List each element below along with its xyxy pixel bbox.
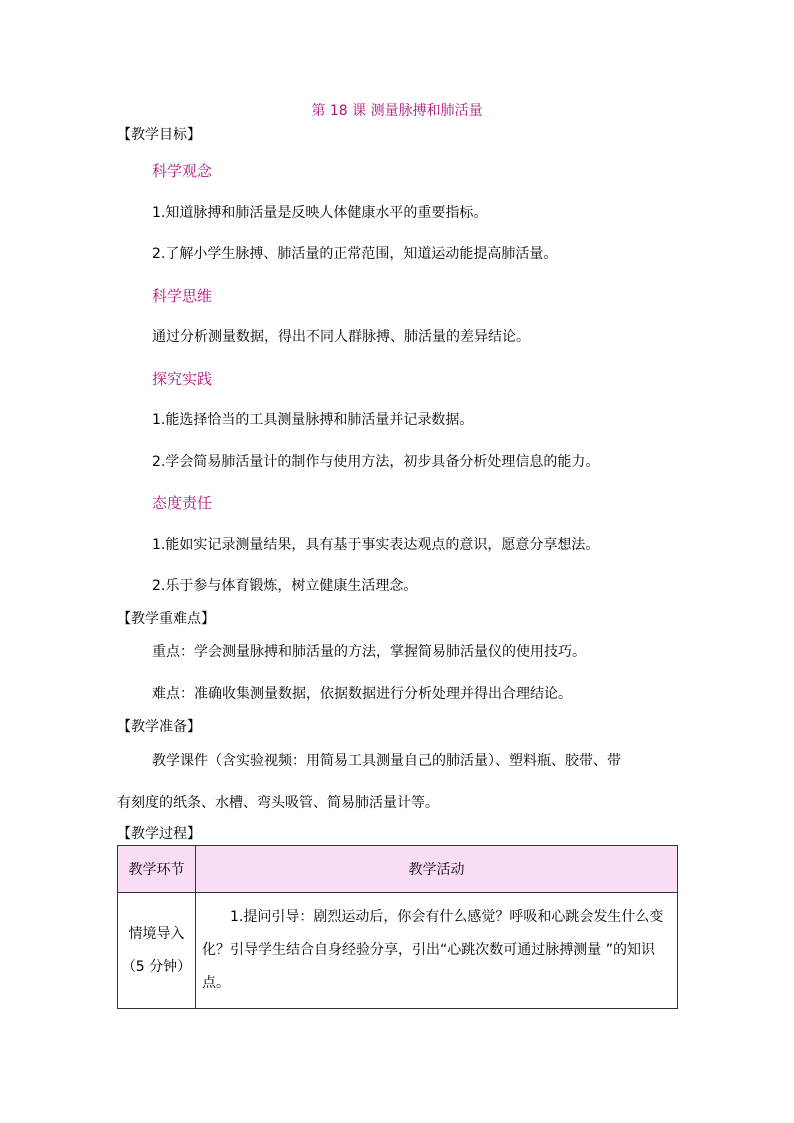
header-stage: 教学环节 <box>118 846 196 893</box>
preparation-line-1: 教学课件（含实验视频：用简易工具测量自己的肺活量）、塑料瓶、胶带、带 <box>152 753 621 769</box>
header-activity: 教学活动 <box>196 846 678 893</box>
inquiry-practice-item-1: 1.能选择恰当的工具测量脉搏和肺活量并记录数据。 <box>152 412 474 428</box>
process-heading: 【教学过程】 <box>117 826 201 842</box>
objectives-heading: 【教学目标】 <box>117 127 201 143</box>
science-thinking-item-1: 通过分析测量数据，得出不同人群脉搏、肺活量的差异结论。 <box>152 329 530 345</box>
key-point-focus: 重点：学会测量脉搏和肺活量的方法，掌握简易肺活量仪的使用技巧。 <box>152 644 586 660</box>
preparation-heading: 【教学准备】 <box>117 719 201 735</box>
attitude-item-2: 2.乐于参与体育锻炼，树立健康生活理念。 <box>152 578 418 594</box>
preparation-line-2: 有刻度的纸条、水槽、弯头吸管、简易肺活量计等。 <box>117 795 439 811</box>
attitude-item-1: 1.能如实记录测量结果，具有基于事实表达观点的意识，愿意分享想法。 <box>152 537 600 553</box>
table-header-row <box>118 846 678 893</box>
science-concept-item-1: 1.知道脉搏和肺活量是反映人体健康水平的重要指标。 <box>152 205 488 221</box>
activity-cell <box>196 893 678 1009</box>
inquiry-practice-item-2: 2.学会简易肺活量计的制作与使用方法，初步具备分析处理信息的能力。 <box>152 454 600 470</box>
process-table <box>117 845 678 1009</box>
stage-duration: （5 分钟） <box>121 958 192 975</box>
stage-cell <box>118 893 196 1009</box>
key-point-difficulty: 难点：准确收集测量数据，依据数据进行分析处理并得出合理结论。 <box>152 686 572 702</box>
lesson-title: 第 18 课 测量脉搏和肺活量 <box>311 103 483 119</box>
activity-text: 1.提问引导：剧烈运动后，你会有什么感觉？呼吸和心跳会发生什么变化？引导学生结合自身经验分享，引出“心跳次数可通过脉搏测量 ”的知识点。 <box>202 909 664 991</box>
table-row <box>118 893 678 1009</box>
key-points-heading: 【教学重难点】 <box>117 611 215 627</box>
science-concept-item-2: 2.了解小学生脉搏、肺活量的正常范围，知道运动能提高肺活量。 <box>152 246 558 262</box>
inquiry-practice-heading: 探究实践 <box>152 370 213 388</box>
science-thinking-heading: 科学思维 <box>152 287 213 305</box>
stage-name: 情境导入 <box>128 925 185 942</box>
science-concept-heading: 科学观念 <box>152 162 213 180</box>
attitude-heading: 态度责任 <box>152 494 213 512</box>
